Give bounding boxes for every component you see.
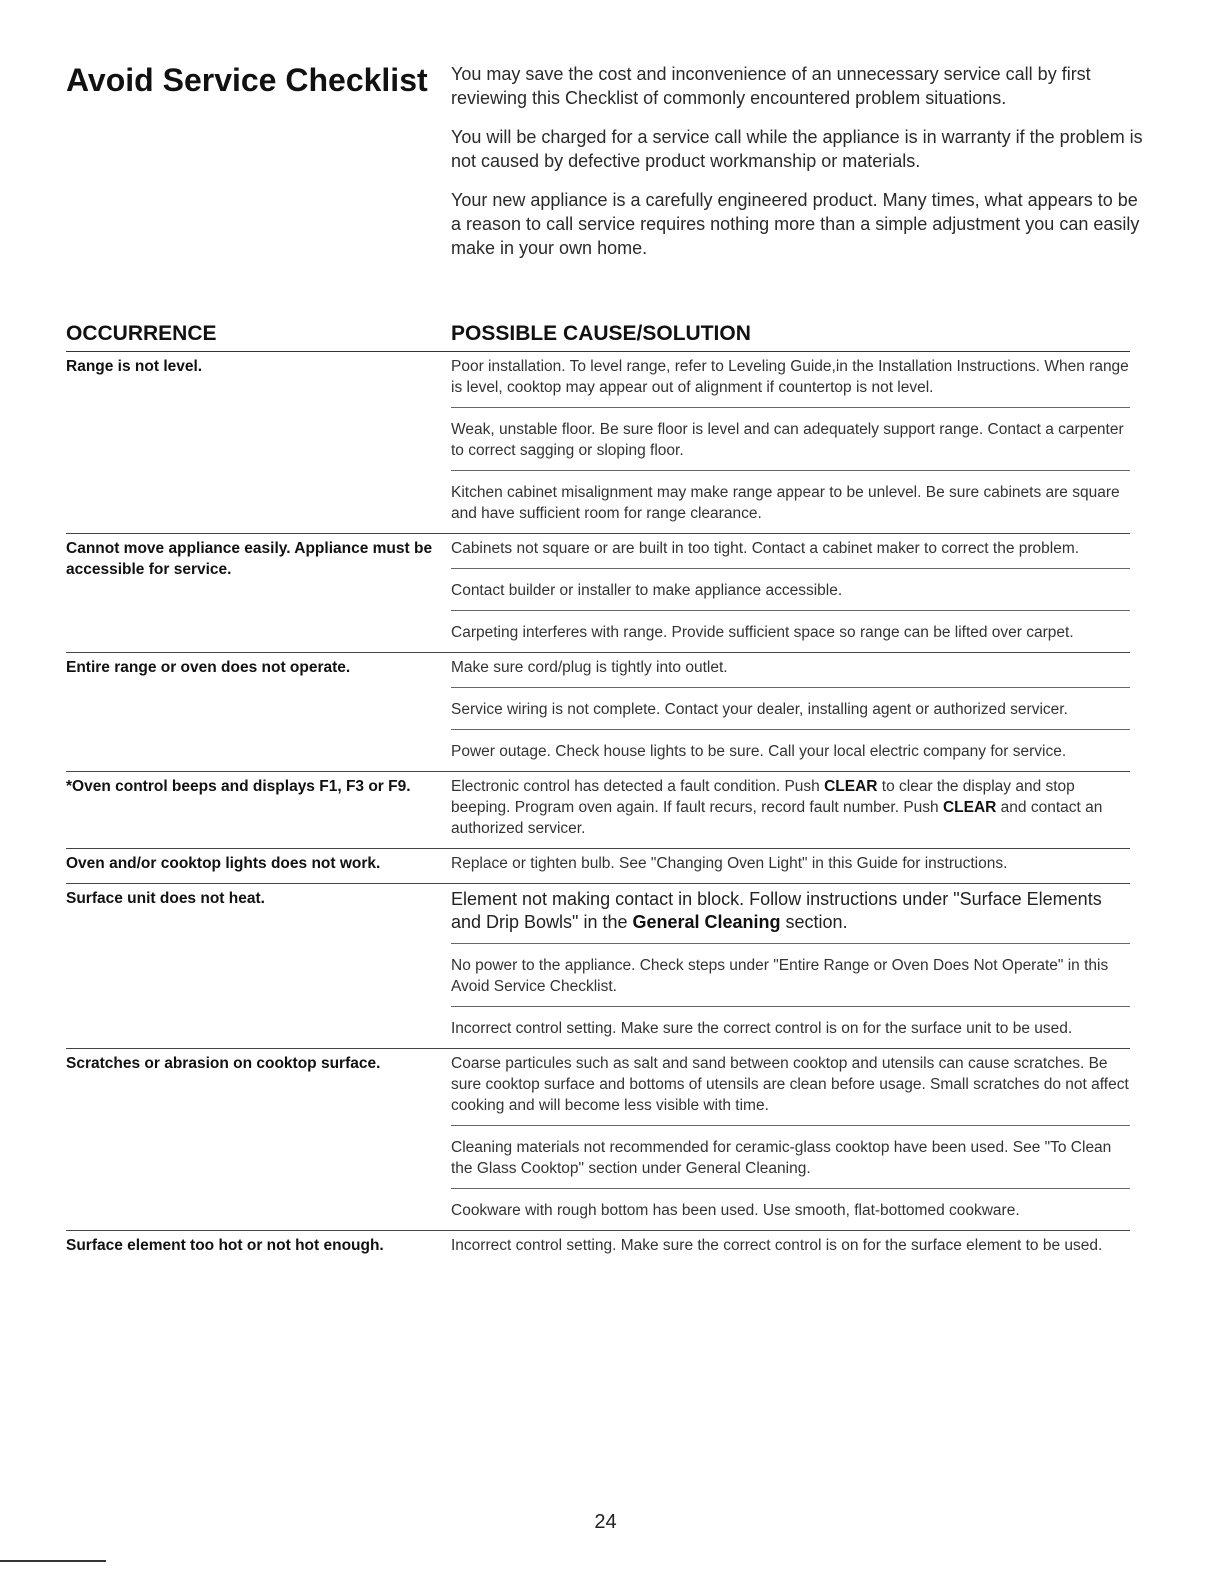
text-run: Contact builder or installer to make appliance accessible. (451, 582, 843, 599)
occurrence-text: Cannot move appliance easily. Appliance must be accessible for service. (66, 540, 433, 578)
cause-solution-text (451, 481, 1130, 533)
text-run: Electronic control has detected a fault condition. Push (451, 778, 825, 795)
text-run: Replace or tighten bulb. See "Changing Oven Light" in this Guide for instructions. (451, 855, 1008, 872)
occurrence-column-header: OCCURRENCE (66, 322, 217, 345)
checklist-row (66, 534, 1130, 653)
text-run: Incorrect control setting. Make sure the correct control is on for the surface unit to be used. (451, 1020, 1073, 1037)
text-run: Power outage. Check house lights to be sure. Call your local electric company for service. (451, 743, 1067, 760)
cause-solution-text (451, 1052, 1130, 1126)
text-run: Poor installation. To level range, refer to Leveling Guide,in the Installation Instructions. When range is level, cooktop may appear out of alignment if countertop is not level. (451, 358, 1129, 396)
checklist-row (66, 1049, 1130, 1231)
text-run: Weak, unstable floor. Be sure floor is level and can adequately support range. Contact a carpenter to correct sagging or sloping floor. (451, 421, 1124, 459)
footer-divider (0, 1560, 106, 1562)
cause-solution-text (451, 775, 1130, 848)
emphasis-text: CLEAR (824, 778, 878, 795)
text-run: section. (780, 912, 848, 932)
cause-solution-text (451, 355, 1130, 408)
text-run: Service wiring is not complete. Contact your dealer, installing agent or authorized servicer. (451, 701, 1068, 718)
text-run: Make sure cord/plug is tightly into outlet. (451, 659, 728, 676)
checklist-table (66, 352, 1130, 1265)
checklist-row (66, 772, 1130, 849)
cause-solution-text (451, 418, 1130, 471)
intro-paragraph: Your new appliance is a carefully engineered product. Many times, what appears to be a reason to call service requires nothing more than a simple adjustment you can easily make in your own home. (451, 190, 1140, 258)
text-run: Coarse particules such as salt and sand between cooktop and utensils can cause scratches. Be sure cooktop surface and bottoms of utensils are clean before usage. Small scratches do not affect cooking and will become less visible with time. (451, 1055, 1129, 1114)
occurrence-text: Oven and/or cooktop lights does not work. (66, 855, 381, 872)
occurrence-text: Surface unit does not heat. (66, 890, 265, 907)
occurrence-text: Entire range or oven does not operate. (66, 659, 351, 676)
cause-list (451, 355, 1130, 533)
text-run: Cleaning materials not recommended for ceramic-glass cooktop have been used. See "To Clean the Glass Cooktop" section under General Cleaning. (451, 1139, 1112, 1177)
cause-solution-text (451, 1017, 1130, 1048)
cause-list (451, 775, 1130, 848)
checklist-row (66, 1231, 1130, 1265)
cause-solution-text (451, 698, 1130, 730)
intro-paragraph: You may save the cost and inconvenience of an unnecessary service call by first reviewing this Checklist of commonly encountered problem situations. (451, 64, 1091, 108)
cause-list (451, 1234, 1130, 1265)
text-run: Element not making contact in block. Follow instructions under "Surface Elements and Drip Bowls" in the (451, 889, 1102, 932)
cause-solution-text (451, 1199, 1130, 1230)
cause-list (451, 1052, 1130, 1230)
intro-text (451, 62, 1151, 275)
cause-list (451, 656, 1130, 771)
emphasis-text: CLEAR (942, 799, 997, 816)
cause-list (451, 537, 1130, 652)
cause-solution-text (451, 954, 1130, 1007)
text-run: Incorrect control setting. Make sure the correct control is on for the surface element to be used. (451, 1237, 1103, 1254)
cause-list (451, 887, 1130, 1048)
text-run: Cabinets not square or are built in too tight. Contact a cabinet maker to correct the problem. (451, 540, 1080, 557)
occurrence-text: Surface element too hot or not hot enough. (66, 1237, 384, 1254)
text-run: No power to the appliance. Check steps under "Entire Range or Oven Does Not Operate" in this Avoid Service Checklist. (451, 957, 1109, 995)
intro-paragraph: You will be charged for a service call while the appliance is in warranty if the problem is not caused by defective product workmanship or materials. (451, 127, 1143, 171)
page-number: 24 (594, 1511, 617, 1533)
cause-solution-text (451, 740, 1130, 771)
text-run: to clear the display and stop beeping. Program oven again. If fault recurs, record fault number. Push (451, 778, 1075, 816)
cause-solution-text (451, 887, 1130, 944)
cause-list (451, 852, 1130, 883)
occurrence-text: *Oven control beeps and displays F1, F3 or F9. (66, 778, 411, 795)
text-run: Kitchen cabinet misalignment may make range appear to be unlevel. Be sure cabinets are square and have sufficient room for range clearance. (451, 484, 1120, 522)
text-run: and contact an authorized servicer. (451, 799, 1103, 837)
checklist-row (66, 884, 1130, 1049)
occurrence-text: Range is not level. (66, 358, 203, 375)
cause-solution-text (451, 537, 1130, 569)
occurrence-text: Scratches or abrasion on cooktop surface. (66, 1055, 381, 1072)
cause-solution-text (451, 656, 1130, 688)
page-title: Avoid Service Checklist (66, 62, 428, 98)
text-run: Carpeting interferes with range. Provide sufficient space so range can be lifted over carpet. (451, 624, 1074, 641)
checklist-row (66, 352, 1130, 534)
cause-solution-text (451, 621, 1130, 652)
emphasis-text: General Cleaning (632, 912, 781, 932)
cause-solution-text (451, 1234, 1130, 1265)
cause-solution-text (451, 579, 1130, 611)
checklist-row (66, 653, 1130, 772)
cause-solution-text (451, 852, 1130, 883)
checklist-row (66, 849, 1130, 884)
cause-column-header: POSSIBLE CAUSE/SOLUTION (451, 322, 751, 345)
cause-solution-text (451, 1136, 1130, 1189)
text-run: Cookware with rough bottom has been used. Use smooth, flat-bottomed cookware. (451, 1202, 1020, 1219)
